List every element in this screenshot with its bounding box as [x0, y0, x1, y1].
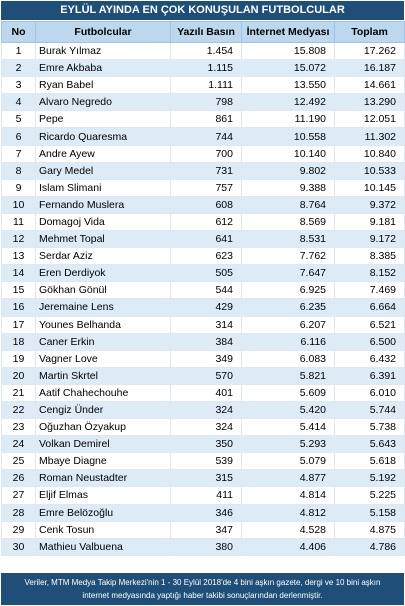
total-count: 8.152	[335, 265, 405, 282]
player-name: Islam Slimani	[36, 179, 171, 196]
table-row	[2, 60, 405, 77]
print-media-count: 731	[171, 162, 242, 179]
print-media-count: 346	[171, 504, 242, 521]
player-name: Pepe	[36, 111, 171, 128]
page-title: EYLÜL AYINDA EN ÇOK KONUŞULAN FUTBOLCULAR	[1, 1, 404, 20]
print-media-count: 700	[171, 145, 242, 162]
total-count: 5.738	[335, 419, 405, 436]
internet-media-count: 12.492	[242, 94, 335, 111]
internet-media-count: 13.550	[242, 77, 335, 94]
internet-media-count: 15.808	[242, 43, 335, 60]
total-count: 6.391	[335, 367, 405, 384]
internet-media-count: 11.190	[242, 111, 335, 128]
player-name: Cengiz Ünder	[36, 401, 171, 418]
internet-media-count: 5.414	[242, 419, 335, 436]
row-number: 1	[2, 43, 36, 60]
table-row	[2, 487, 405, 504]
table-row	[2, 299, 405, 316]
player-name: Gary Medel	[36, 162, 171, 179]
table-row	[2, 333, 405, 350]
table-row	[2, 196, 405, 213]
row-number: 26	[2, 470, 36, 487]
row-number: 13	[2, 248, 36, 265]
row-number: 24	[2, 436, 36, 453]
player-name: Serdar Aziz	[36, 248, 171, 265]
total-count: 9.181	[335, 213, 405, 230]
internet-media-count: 5.821	[242, 367, 335, 384]
total-count: 7.469	[335, 282, 405, 299]
print-media-count: 401	[171, 384, 242, 401]
internet-media-count: 15.072	[242, 60, 335, 77]
total-count: 10.145	[335, 179, 405, 196]
total-count: 5.618	[335, 453, 405, 470]
total-count: 16.187	[335, 60, 405, 77]
row-number: 23	[2, 419, 36, 436]
print-media-count: 570	[171, 367, 242, 384]
column-header-internet-media: İnternet Medyası	[242, 22, 335, 43]
total-count: 6.010	[335, 384, 405, 401]
internet-media-count: 9.388	[242, 179, 335, 196]
print-media-count: 1.111	[171, 77, 242, 94]
internet-media-count: 9.802	[242, 162, 335, 179]
print-media-count: 539	[171, 453, 242, 470]
row-number: 28	[2, 504, 36, 521]
table-row	[2, 43, 405, 60]
table-row	[2, 179, 405, 196]
print-media-count: 1.115	[171, 60, 242, 77]
row-number: 4	[2, 94, 36, 111]
row-number: 20	[2, 367, 36, 384]
player-name: Emre Akbaba	[36, 60, 171, 77]
print-media-count: 623	[171, 248, 242, 265]
print-media-count: 612	[171, 213, 242, 230]
print-media-count: 314	[171, 316, 242, 333]
total-count: 6.521	[335, 316, 405, 333]
row-number: 16	[2, 299, 36, 316]
player-name: Gökhan Gönül	[36, 282, 171, 299]
table-row	[2, 521, 405, 538]
internet-media-count: 5.293	[242, 436, 335, 453]
players-table	[1, 21, 405, 556]
player-name: Mathieu Valbuena	[36, 538, 171, 555]
player-name: Eljif Elmas	[36, 487, 171, 504]
total-count: 6.664	[335, 299, 405, 316]
total-count: 6.500	[335, 333, 405, 350]
total-count: 6.432	[335, 350, 405, 367]
column-header-print-media: Yazılı Basın	[171, 22, 242, 43]
total-count: 5.158	[335, 504, 405, 521]
player-name: Volkan Demirel	[36, 436, 171, 453]
total-count: 10.533	[335, 162, 405, 179]
player-name: Alvaro Negredo	[36, 94, 171, 111]
print-media-count: 347	[171, 521, 242, 538]
player-name: Oğuzhan Özyakup	[36, 419, 171, 436]
row-number: 15	[2, 282, 36, 299]
row-number: 19	[2, 350, 36, 367]
table-row	[2, 470, 405, 487]
total-count: 10.840	[335, 145, 405, 162]
print-media-count: 641	[171, 231, 242, 248]
row-number: 27	[2, 487, 36, 504]
player-name: Caner Erkin	[36, 333, 171, 350]
row-number: 10	[2, 196, 36, 213]
row-number: 18	[2, 333, 36, 350]
total-count: 4.786	[335, 538, 405, 555]
internet-media-count: 8.569	[242, 213, 335, 230]
row-number: 17	[2, 316, 36, 333]
print-media-count: 324	[171, 419, 242, 436]
internet-media-count: 4.814	[242, 487, 335, 504]
print-media-count: 380	[171, 538, 242, 555]
print-media-count: 384	[171, 333, 242, 350]
table-row	[2, 350, 405, 367]
row-number: 29	[2, 521, 36, 538]
total-count: 5.643	[335, 436, 405, 453]
table-row	[2, 231, 405, 248]
player-name: Fernando Muslera	[36, 196, 171, 213]
row-number: 21	[2, 384, 36, 401]
table-row	[2, 111, 405, 128]
total-count: 9.372	[335, 196, 405, 213]
internet-media-count: 6.925	[242, 282, 335, 299]
total-count: 4.875	[335, 521, 405, 538]
player-name: Younes Belhanda	[36, 316, 171, 333]
table-row	[2, 453, 405, 470]
row-number: 5	[2, 111, 36, 128]
total-count: 11.302	[335, 128, 405, 145]
print-media-count: 608	[171, 196, 242, 213]
table-row	[2, 282, 405, 299]
row-number: 7	[2, 145, 36, 162]
player-name: Aatif Chahechouhe	[36, 384, 171, 401]
internet-media-count: 8.764	[242, 196, 335, 213]
row-number: 2	[2, 60, 36, 77]
total-count: 5.744	[335, 401, 405, 418]
print-media-count: 349	[171, 350, 242, 367]
player-name: Eren Derdiyok	[36, 265, 171, 282]
player-name: Martin Skrtel	[36, 367, 171, 384]
internet-media-count: 4.877	[242, 470, 335, 487]
table-row	[2, 384, 405, 401]
print-media-count: 324	[171, 401, 242, 418]
row-number: 6	[2, 128, 36, 145]
print-media-count: 350	[171, 436, 242, 453]
player-name: Vagner Love	[36, 350, 171, 367]
print-media-count: 411	[171, 487, 242, 504]
table-row	[2, 265, 405, 282]
table-row	[2, 77, 405, 94]
internet-media-count: 10.140	[242, 145, 335, 162]
table-row	[2, 213, 405, 230]
player-name: Mbaye Diagne	[36, 453, 171, 470]
table-row	[2, 419, 405, 436]
print-media-count: 544	[171, 282, 242, 299]
table-row	[2, 401, 405, 418]
source-note-line-2: internet medyasında yaptığı haber takibi sonuçlarından derlenmiştir.	[82, 591, 323, 600]
table-row	[2, 128, 405, 145]
table-row	[2, 367, 405, 384]
print-media-count: 861	[171, 111, 242, 128]
player-name: Domagoj Vida	[36, 213, 171, 230]
row-number: 3	[2, 77, 36, 94]
internet-media-count: 5.420	[242, 401, 335, 418]
internet-media-count: 10.558	[242, 128, 335, 145]
total-count: 12.051	[335, 111, 405, 128]
internet-media-count: 7.762	[242, 248, 335, 265]
column-header-no: No	[2, 22, 36, 43]
table-row	[2, 94, 405, 111]
total-count: 13.290	[335, 94, 405, 111]
table-row	[2, 538, 405, 555]
source-note-line-1: Veriler, MTM Medya Takip Merkezi'nin 1 - 30 Eylül 2018'de 4 bini aşkın gazete, dergi ve 10 bini aşkın	[24, 578, 381, 587]
table-row	[2, 504, 405, 521]
row-number: 9	[2, 179, 36, 196]
internet-media-count: 6.207	[242, 316, 335, 333]
source-note	[1, 573, 404, 605]
internet-media-count: 6.116	[242, 333, 335, 350]
internet-media-count: 6.083	[242, 350, 335, 367]
print-media-count: 315	[171, 470, 242, 487]
table-row	[2, 316, 405, 333]
player-name: Jeremaine Lens	[36, 299, 171, 316]
table-header-row	[2, 22, 405, 43]
row-number: 30	[2, 538, 36, 555]
internet-media-count: 4.812	[242, 504, 335, 521]
player-name: Ryan Babel	[36, 77, 171, 94]
row-number: 11	[2, 213, 36, 230]
row-number: 8	[2, 162, 36, 179]
print-media-count: 1.454	[171, 43, 242, 60]
total-count: 8.385	[335, 248, 405, 265]
print-media-count: 429	[171, 299, 242, 316]
print-media-count: 744	[171, 128, 242, 145]
row-number: 12	[2, 231, 36, 248]
table-row	[2, 162, 405, 179]
player-name: Roman Neustadter	[36, 470, 171, 487]
row-number: 25	[2, 453, 36, 470]
internet-media-count: 7.647	[242, 265, 335, 282]
player-name: Andre Ayew	[36, 145, 171, 162]
player-name: Emre Belözoğlu	[36, 504, 171, 521]
player-name: Mehmet Topal	[36, 231, 171, 248]
internet-media-count: 5.609	[242, 384, 335, 401]
row-number: 22	[2, 401, 36, 418]
print-media-count: 757	[171, 179, 242, 196]
internet-media-count: 8.531	[242, 231, 335, 248]
internet-media-count: 6.235	[242, 299, 335, 316]
table-row	[2, 248, 405, 265]
table-row	[2, 436, 405, 453]
total-count: 5.192	[335, 470, 405, 487]
column-header-total: Toplam	[335, 22, 405, 43]
total-count: 17.262	[335, 43, 405, 60]
column-header-players: Futbolcular	[36, 22, 171, 43]
total-count: 14.661	[335, 77, 405, 94]
player-name: Ricardo Quaresma	[36, 128, 171, 145]
internet-media-count: 4.406	[242, 538, 335, 555]
internet-media-count: 5.079	[242, 453, 335, 470]
table-row	[2, 145, 405, 162]
internet-media-count: 4.528	[242, 521, 335, 538]
print-media-count: 505	[171, 265, 242, 282]
print-media-count: 798	[171, 94, 242, 111]
total-count: 5.225	[335, 487, 405, 504]
player-name: Burak Yılmaz	[36, 43, 171, 60]
player-name: Cenk Tosun	[36, 521, 171, 538]
row-number: 14	[2, 265, 36, 282]
total-count: 9.172	[335, 231, 405, 248]
